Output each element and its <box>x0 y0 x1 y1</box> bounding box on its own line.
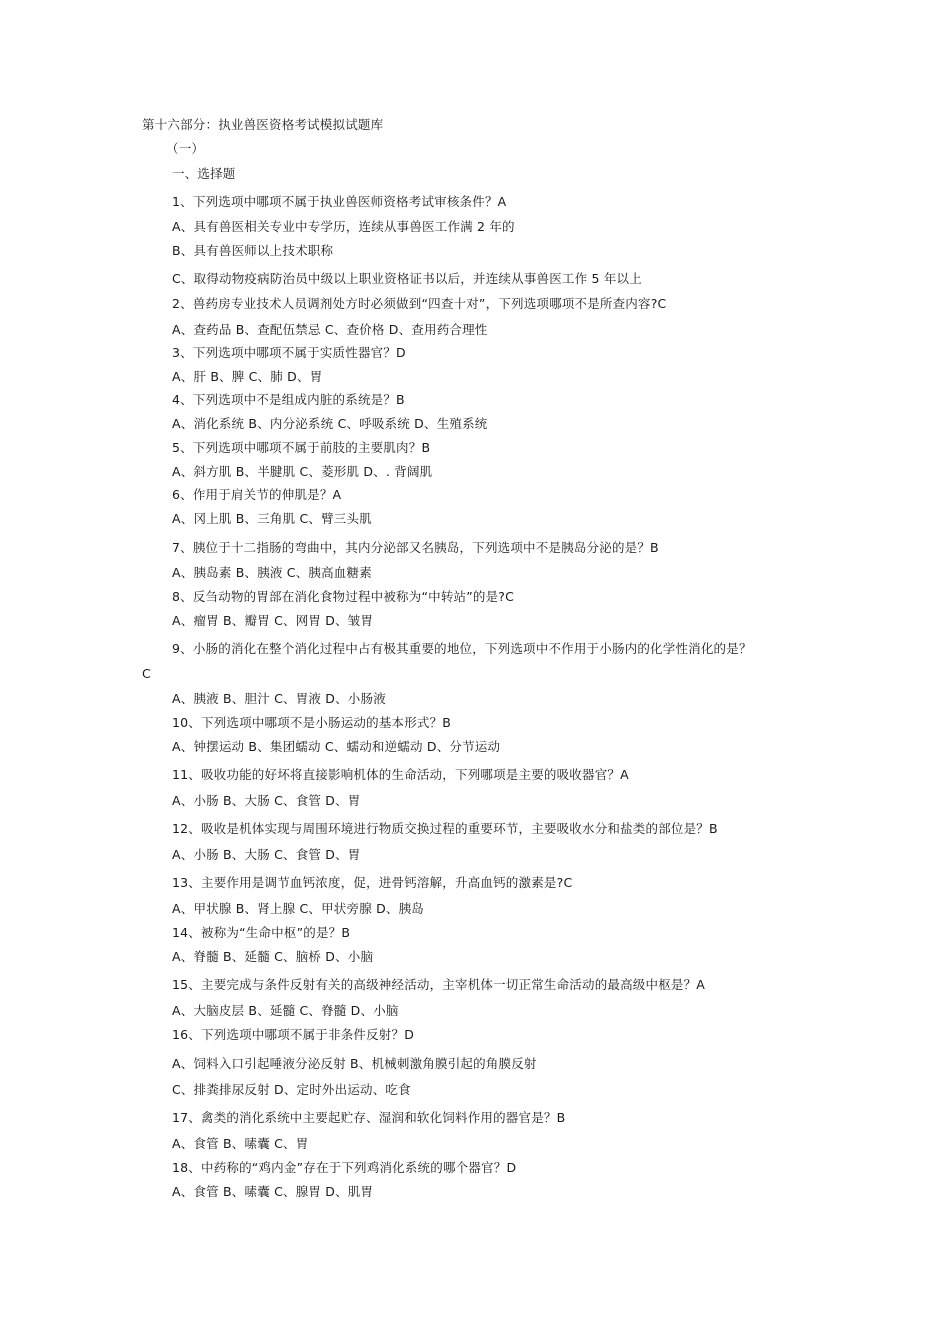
question-line: 11、吸收功能的好坏将直接影响机体的生命活动，下列哪项是主要的吸收器官？A <box>172 767 629 782</box>
option-line: A、食管 B、嗉囊 C、胃 <box>172 1136 309 1151</box>
question-line: 16、下列选项中哪项不属于非条件反射？D <box>172 1027 415 1042</box>
question-line: 5、下列选项中哪项不属于前肢的主要肌肉？B <box>172 440 431 455</box>
option-line: A、饲料入口引起唾液分泌反射 B、机械刺激角膜引起的角膜反射 <box>172 1056 537 1071</box>
option-line: A、具有兽医相关专业中专学历，连续从事兽医工作满 2 年的 <box>172 219 515 234</box>
option-line: A、甲状腺 B、肾上腺 C、甲状旁腺 D、胰岛 <box>172 901 425 916</box>
question-line: 9、小肠的消化在整个消化过程中占有极其重要的地位，下列选项中不作用于小肠内的化学性消化的是？ <box>172 641 752 656</box>
option-line: A、消化系统 B、内分泌系统 C、呼吸系统 D、生殖系统 <box>172 416 488 431</box>
option-line: A、胰液 B、胆汁 C、胃液 D、小肠液 <box>172 691 386 706</box>
question-line: 17、禽类的消化系统中主要起贮存、湿润和软化饲料作用的器官是？B <box>172 1110 566 1125</box>
option-line: A、查药品 B、查配伍禁忌 C、查价格 D、查用药合理性 <box>172 322 488 337</box>
option-line: A、斜方肌 B、半腱肌 C、菱形肌 D、. 背阔肌 <box>172 464 433 479</box>
option-line: C、取得动物疫病防治员中级以上职业资格证书以后，并连续从事兽医工作 5 年以上 <box>172 271 642 286</box>
answer-line: C <box>142 666 151 681</box>
option-line: A、肝 B、脾 C、肺 D、胃 <box>172 369 323 384</box>
option-line: A、食管 B、嗉囊 C、腺胃 D、肌胃 <box>172 1184 374 1199</box>
page-title: 第十六部分：执业兽医资格考试模拟试题库 <box>142 117 384 132</box>
question-line: 12、吸收是机体实现与周围环境进行物质交换过程的重要环节，主要吸收水分和盐类的部位是？B <box>172 821 718 836</box>
question-line: 13、主要作用是调节血钙浓度，促，进骨钙溶解，升高血钙的激素是?C <box>172 875 573 890</box>
question-line: 15、主要完成与条件反射有关的高级神经活动，主宰机体一切正常生命活动的最高级中枢是？A <box>172 977 706 992</box>
option-line: A、小肠 B、大肠 C、食管 D、胃 <box>172 847 361 862</box>
option-line: B、具有兽医师以上技术职称 <box>172 243 334 258</box>
option-line: A、小肠 B、大肠 C、食管 D、胃 <box>172 793 361 808</box>
question-line: 7、胰位于十二指肠的弯曲中，其内分泌部又名胰岛，下列选项中不是胰岛分泌的是？B <box>172 540 659 555</box>
question-line: 6、作用于肩关节的伸肌是？A <box>172 487 342 502</box>
question-line: 4、下列选项中不是组成内脏的系统是？B <box>172 392 405 407</box>
option-line: A、瘤胃 B、瓣胃 C、网胃 D、皱胃 <box>172 613 374 628</box>
option-line: A、冈上肌 B、三角肌 C、臂三头肌 <box>172 511 372 526</box>
option-line: A、钟摆运动 B、集团蠕动 C、蠕动和逆蠕动 D、分节运动 <box>172 739 501 754</box>
question-line: 14、被称为“生命中枢”的是？B <box>172 925 351 940</box>
option-line: A、大脑皮层 B、延髓 C、脊髓 D、小脑 <box>172 1003 399 1018</box>
question-line: 10、下列选项中哪项不是小肠运动的基本形式？B <box>172 715 452 730</box>
question-line: 2、兽药房专业技术人员调剂处方时必须做到“四查十对”，下列选项哪项不是所查内容?C <box>172 296 667 311</box>
option-line: C、排粪排尿反射 D、定时外出运动、吃食 <box>172 1082 411 1097</box>
question-line: 18、中药称的“鸡内金”存在于下列鸡消化系统的哪个器官？D <box>172 1160 517 1175</box>
section-heading: 一、选择题 <box>172 166 236 181</box>
question-line: 1、下列选项中哪项不属于执业兽医师资格考试审核条件？A <box>172 194 507 209</box>
page-subtitle: （一） <box>166 141 205 156</box>
question-line: 3、下列选项中哪项不属于实质性器官？D <box>172 345 406 360</box>
question-line: 8、反刍动物的胃部在消化食物过程中被称为“中转站”的是?C <box>172 589 515 604</box>
option-line: A、脊髓 B、延髓 C、脑桥 D、小脑 <box>172 949 374 964</box>
option-line: A、胰岛素 B、胰液 C、胰高血糖素 <box>172 565 372 580</box>
